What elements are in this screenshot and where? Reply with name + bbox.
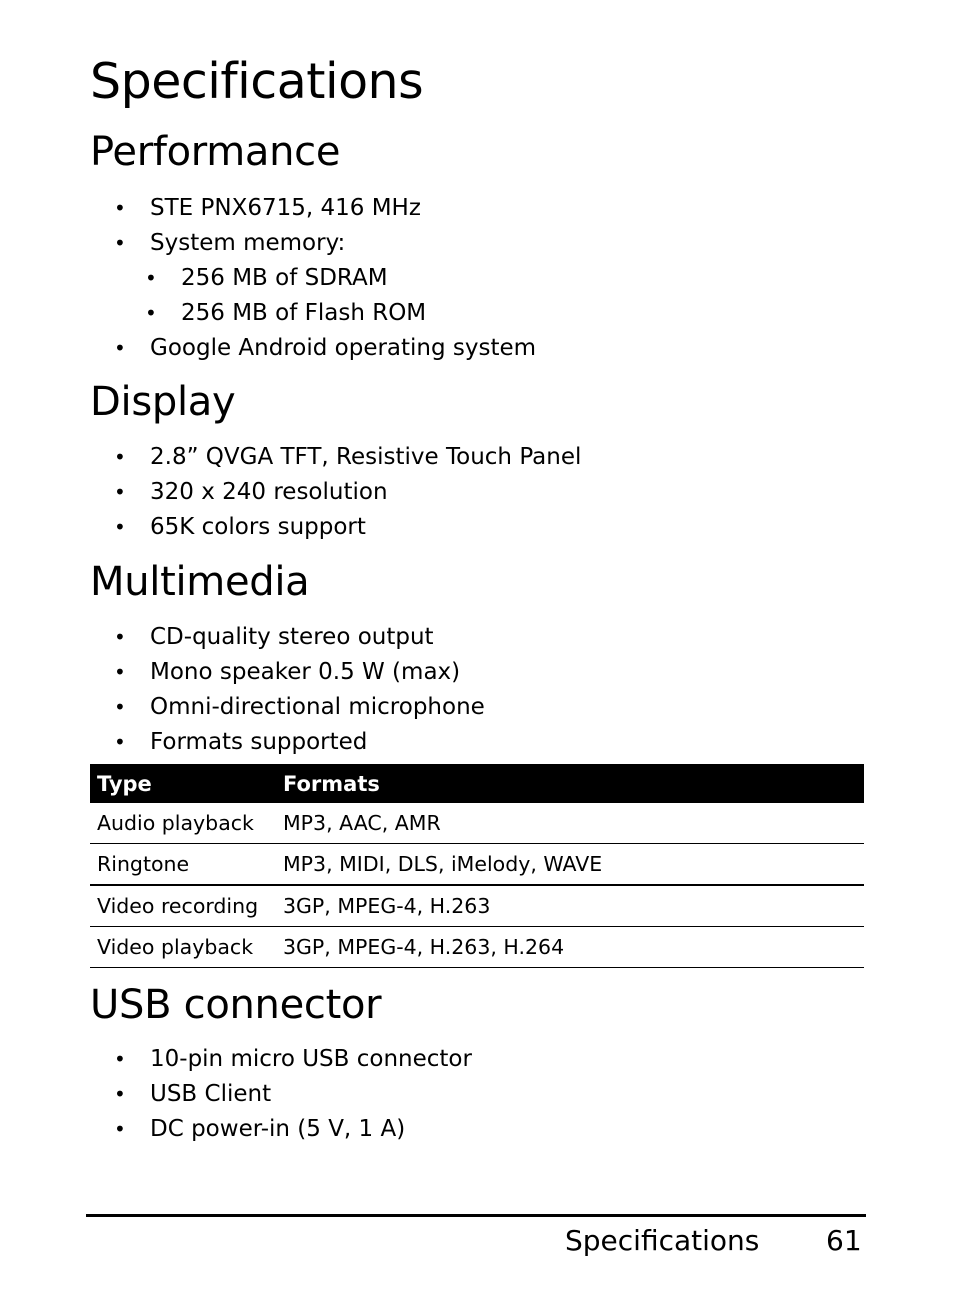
list-item: [90, 1042, 472, 1077]
list-item: [90, 690, 485, 725]
bullet-icon: •: [114, 660, 126, 684]
column-header-type: Type: [90, 764, 276, 803]
list-item-text: Formats supported: [150, 729, 368, 755]
list-item: [90, 226, 536, 261]
table-cell-formats: 3GP, MPEG-4, H.263, H.264: [276, 927, 864, 968]
list-item: [90, 1077, 472, 1112]
list-item: [90, 655, 485, 690]
table-row: [90, 844, 864, 886]
list-item-text: USB Client: [150, 1081, 272, 1107]
list-item: [90, 620, 485, 655]
table-cell-type: Audio playback: [90, 803, 276, 844]
footer-section-name: Specifications: [565, 1224, 760, 1257]
list-item-text: Omni-directional microphone: [150, 694, 485, 720]
page-number: 61: [826, 1224, 862, 1257]
sub-list-item: [90, 296, 536, 331]
bullet-icon: •: [114, 625, 126, 649]
section-title-performance: Performance: [90, 129, 341, 175]
table-header-row: [90, 764, 864, 803]
bullet-icon: •: [114, 480, 126, 504]
usb-list: [90, 1042, 472, 1147]
bullet-icon: •: [114, 515, 126, 539]
list-item-text: STE PNX6715, 416 MHz: [150, 195, 421, 221]
list-item-text: 65K colors support: [150, 514, 366, 540]
table-row: [90, 803, 864, 844]
table-cell-type: Video playback: [90, 927, 276, 968]
list-item-text: DC power-in (5 V, 1 A): [150, 1116, 406, 1142]
list-item: [90, 725, 485, 760]
bullet-icon: •: [114, 336, 126, 360]
list-item-text: 10-pin micro USB connector: [150, 1046, 472, 1072]
table-row: [90, 885, 864, 927]
bullet-icon: •: [114, 196, 126, 220]
list-item-text: 256 MB of Flash ROM: [181, 300, 427, 326]
column-header-formats: Formats: [276, 764, 864, 803]
list-item: [90, 510, 581, 545]
list-item: [90, 475, 581, 510]
list-item-text: Google Android operating system: [150, 335, 537, 361]
table-cell-type: Video recording: [90, 885, 276, 927]
bullet-icon: •: [114, 730, 126, 754]
section-title-usb-connector: USB connector: [90, 982, 382, 1028]
display-list: [90, 440, 581, 545]
table-cell-formats: MP3, MIDI, DLS, iMelody, WAVE: [276, 844, 864, 886]
multimedia-list: [90, 620, 485, 760]
bullet-icon: •: [114, 695, 126, 719]
table-cell-type: Ringtone: [90, 844, 276, 886]
bullet-icon: •: [114, 1047, 126, 1071]
list-item: [90, 191, 536, 226]
bullet-icon: •: [114, 1117, 126, 1141]
list-item-text: 2.8” QVGA TFT, Resistive Touch Panel: [150, 444, 582, 470]
list-item-text: 256 MB of SDRAM: [181, 265, 388, 291]
section-title-display: Display: [90, 379, 236, 425]
list-item: [90, 1112, 472, 1147]
table-cell-formats: 3GP, MPEG-4, H.263: [276, 885, 864, 927]
list-item: [90, 440, 581, 475]
bullet-icon: •: [145, 266, 157, 290]
section-title-multimedia: Multimedia: [90, 559, 310, 605]
list-item: [90, 331, 536, 366]
bullet-icon: •: [114, 1082, 126, 1106]
list-item-text: System memory:: [150, 230, 346, 256]
sub-list-item: [90, 261, 536, 296]
list-item-text: CD-quality stereo output: [150, 624, 434, 650]
list-item-text: 320 x 240 resolution: [150, 479, 388, 505]
bullet-icon: •: [114, 231, 126, 255]
formats-table: [90, 764, 864, 968]
bullet-icon: •: [114, 445, 126, 469]
footer-divider: [86, 1214, 866, 1217]
list-item-text: Mono speaker 0.5 W (max): [150, 659, 461, 685]
table-cell-formats: MP3, AAC, AMR: [276, 803, 864, 844]
page-title: Specifications: [90, 53, 424, 110]
table-row: [90, 927, 864, 968]
performance-list: [90, 191, 536, 366]
bullet-icon: •: [145, 301, 157, 325]
